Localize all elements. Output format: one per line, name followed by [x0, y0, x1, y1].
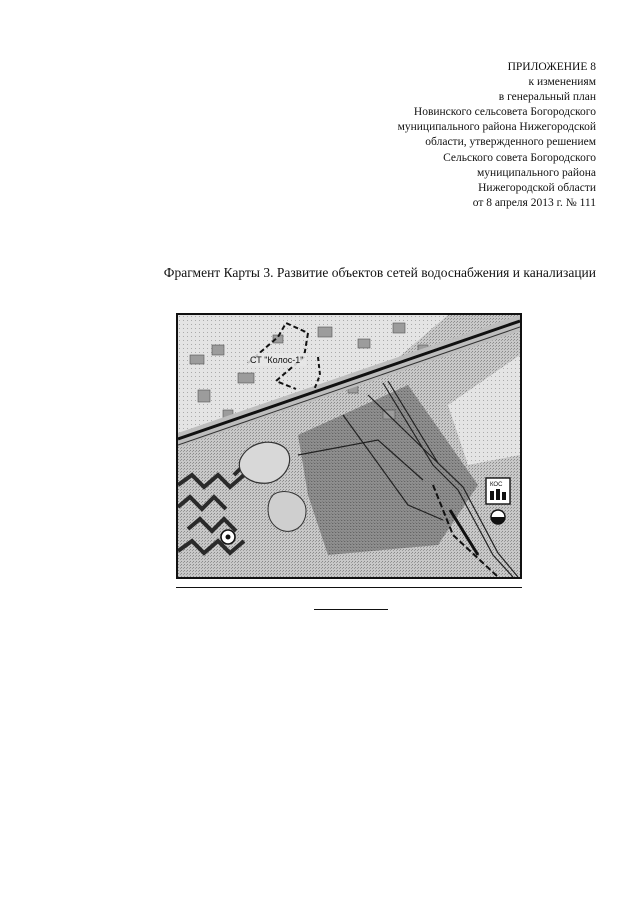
facility-label: КОС [490, 482, 503, 488]
settlement-label: СТ "Колос-1" [250, 355, 304, 365]
pond [268, 492, 306, 532]
header-date-line: от 8 апреля 2013 г. № 111 [472, 196, 596, 209]
water-intake-icon [221, 530, 235, 544]
appendix-header [296, 60, 596, 211]
map-caption: Фрагмент Карты 3. Развитие объектов сетей водоснабжения и канализации [163, 265, 596, 280]
header-line: Новинского сельсовета Богородского [413, 106, 596, 119]
pumping-station-icon [491, 510, 505, 524]
header-line: муниципального района [477, 166, 596, 179]
header-line: к изменениям [528, 76, 596, 89]
map-fragment [176, 313, 522, 579]
treatment-facility-icon [486, 478, 510, 504]
end-separator [314, 609, 388, 610]
map-drawing [178, 315, 520, 577]
header-line: Нижегородской области [478, 181, 596, 194]
header-line: муниципального района Нижегородской [397, 121, 596, 134]
header-line: в генеральный план [498, 91, 596, 104]
appendix-title: ПРИЛОЖЕНИЕ 8 [507, 61, 596, 73]
header-line: области, утвержденного решением [425, 136, 596, 149]
header-line: Сельского совета Богородского [443, 151, 596, 164]
map-underline [176, 587, 522, 588]
